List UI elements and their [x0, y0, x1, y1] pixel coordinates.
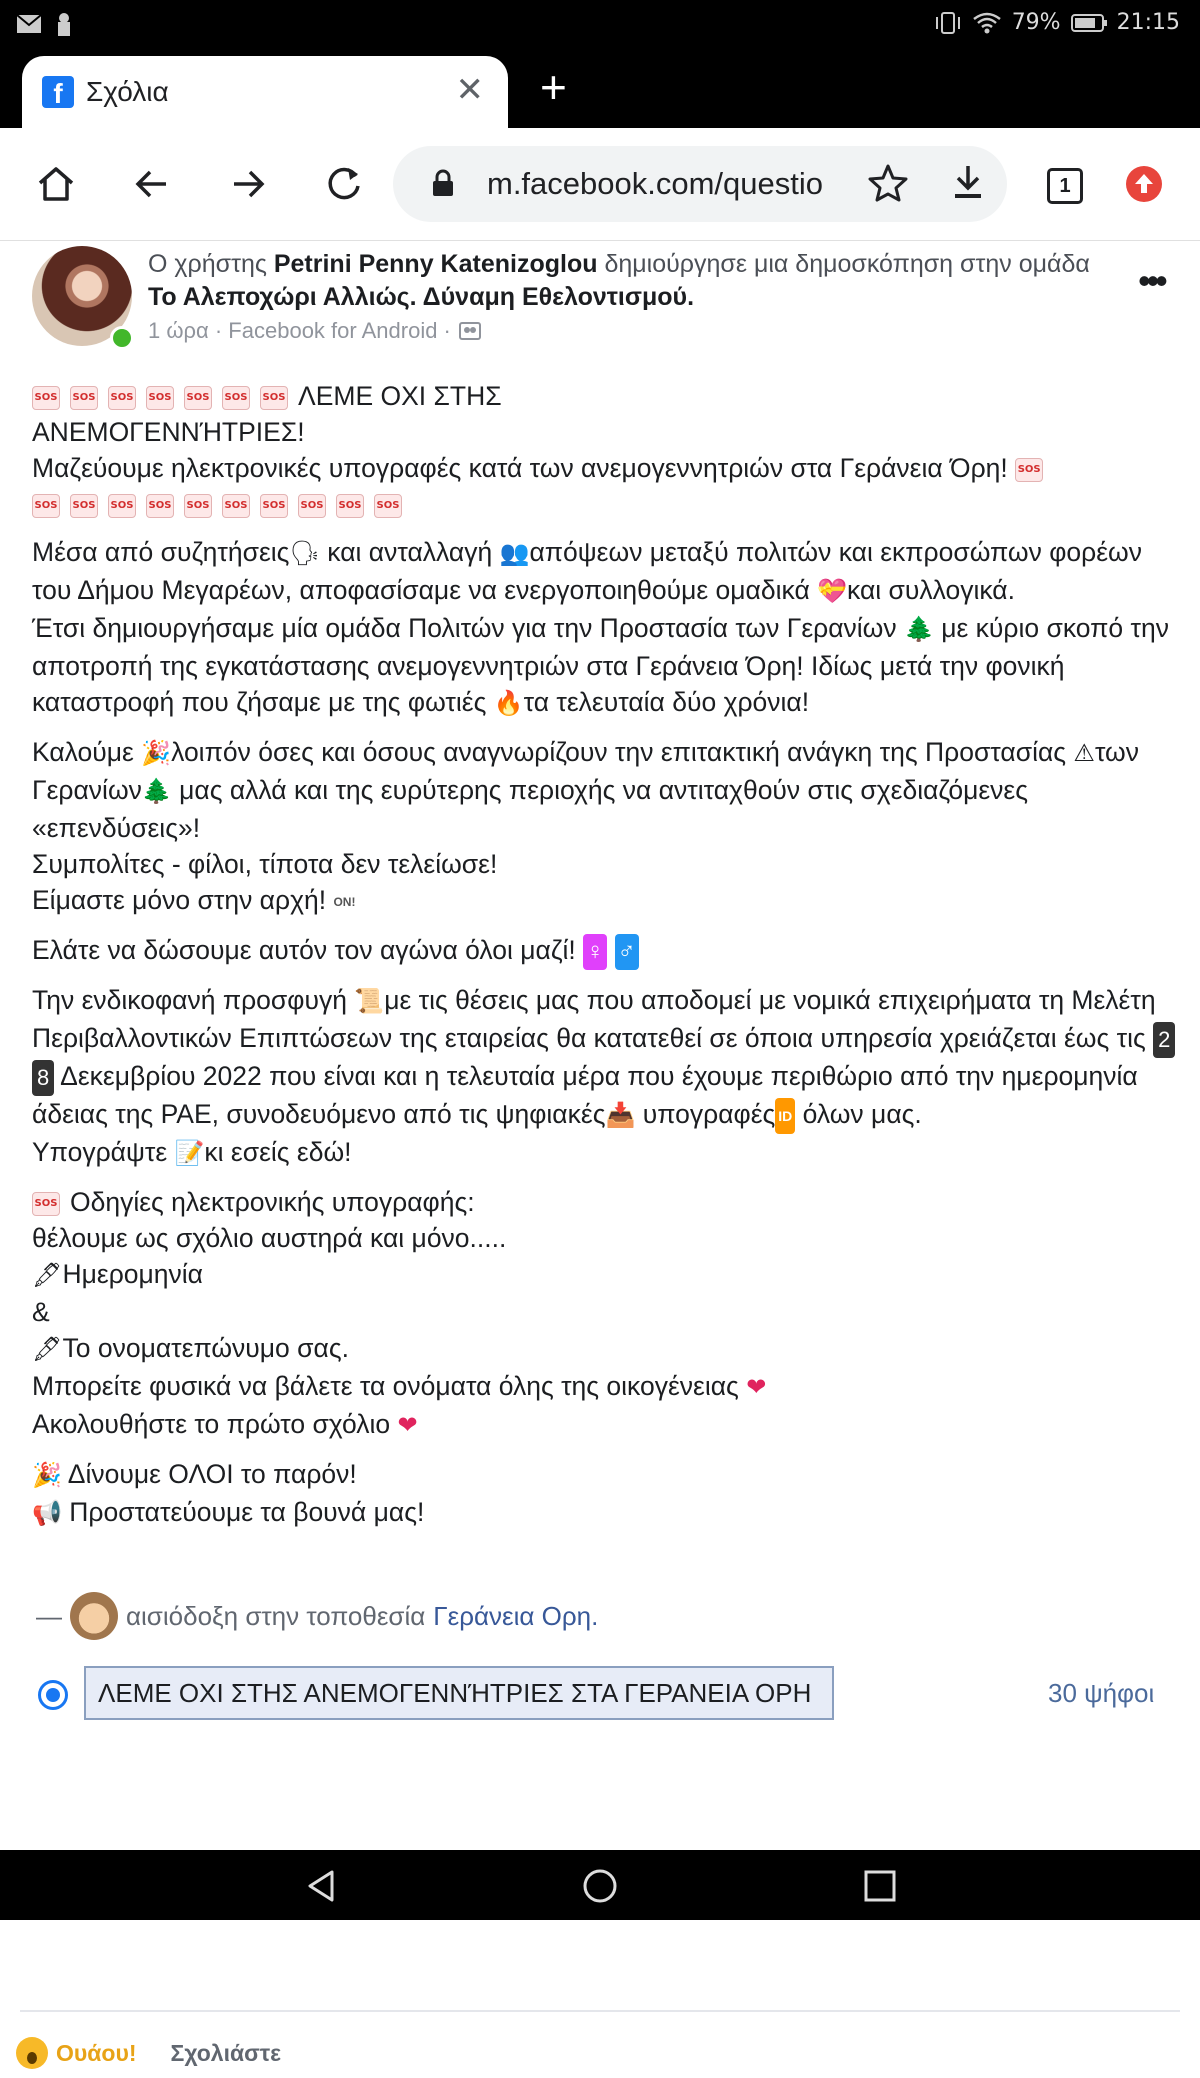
lock-icon[interactable] — [431, 168, 455, 198]
post-meta-text: 1 ώρα · Facebook for Android · — [148, 318, 451, 343]
pen-icon: 🖋 — [32, 1336, 63, 1363]
paragraph-6 — [32, 1184, 1182, 1444]
wow-reaction[interactable] — [16, 2037, 137, 2069]
text: Μαζεύουμε ηλεκτρονικές υπογραφές κατά των ανεμογεννητριών στα Γεράνεια Όρη! — [32, 453, 1008, 483]
text: μας αλλά και της ευρύτερης περιοχής να αντιταχθούν στις σχεδιαζόμενες «επενδύσεις»! — [32, 775, 1028, 843]
memo-icon: 📝 — [174, 1140, 205, 1167]
back-icon[interactable] — [126, 158, 178, 210]
paragraph-7 — [32, 1456, 1182, 1532]
wifi-icon — [972, 11, 1002, 35]
text: Την ενδικοφανή προσφυγή — [32, 985, 355, 1015]
digit-two-icon: 2 — [1153, 1022, 1175, 1058]
sos-emoji: SOS — [70, 494, 98, 518]
paragraph-3 — [32, 734, 1182, 920]
group-name[interactable]: Το Αλεποχώρι Αλλιώς. Δύναμη Εθελοντισμού. — [148, 283, 695, 311]
scroll-icon: 📜 — [354, 988, 385, 1015]
paragraph-5 — [32, 982, 1182, 1172]
feeling-text: αισιόδοξη στην τοποθεσία — [126, 1600, 426, 1631]
paragraph-2 — [32, 534, 1182, 722]
text: με τις θέσεις μας που αποδομεί με νομικά επιχειρήματα τη Μελέτη Περιβαλλοντικών Επιπτώσεων της εταιρείας θα κατατεθεί σε όποια υπηρεσία χρειάζεται έως τις — [32, 985, 1156, 1053]
female-sign-icon: ♀ — [583, 934, 607, 970]
feeling-avatar — [70, 1592, 118, 1640]
more-icon[interactable]: ••• — [1138, 260, 1164, 301]
text: Ημερομηνία — [62, 1259, 203, 1289]
home-icon[interactable] — [30, 158, 82, 210]
text: Ελάτε να δώσουμε αυτόν τον αγώνα όλοι μαζί! — [32, 935, 584, 965]
text: Μέσα από συζητήσεις — [32, 537, 290, 567]
sos-emoji: SOS — [146, 386, 174, 410]
heart-icon: ❤ — [397, 1412, 418, 1439]
text: Το ονοματεπώνυμο σας. — [62, 1333, 349, 1363]
pen-icon: 🖋 — [32, 1262, 63, 1289]
id-badge-icon: ID — [775, 1098, 795, 1134]
text: τα τελευταία δύο χρόνια! — [523, 687, 810, 717]
sos-emoji: SOS — [184, 494, 212, 518]
speaking-head-icon: 🗣 — [289, 540, 320, 567]
clock: 21:15 — [1116, 10, 1180, 35]
on-label: ON! — [333, 895, 356, 909]
sos-emoji: SOS — [336, 494, 364, 518]
heart-gift-icon: 💝 — [817, 578, 848, 605]
text: θέλουμε ως σχόλιο αυστηρά και μόνο..... — [32, 1223, 507, 1253]
text: των Γερανίων — [32, 737, 1139, 805]
sos-emoji: SOS — [374, 494, 402, 518]
tab-switcher-icon[interactable]: 1 — [1047, 168, 1083, 204]
header-prefix: Ο χρήστης — [148, 250, 274, 278]
tab-title: Σχόλια — [86, 76, 169, 107]
browser-tab[interactable] — [22, 56, 508, 128]
text: Έτσι δημιουργήσαμε μία ομάδα Πολιτών για την Προστασία των Γερανίων — [32, 613, 904, 643]
sos-emoji: SOS — [32, 1192, 60, 1216]
poll-option[interactable] — [38, 1666, 1168, 1726]
heart-icon: ❤ — [746, 1374, 767, 1401]
warning-icon: ⚠ — [1073, 740, 1095, 767]
sos-emoji: SOS — [222, 494, 250, 518]
address-bar[interactable] — [393, 146, 1007, 222]
text: Καλούμε — [32, 737, 142, 767]
feeling-dash: — — [36, 1600, 62, 1631]
update-icon[interactable] — [1126, 166, 1162, 202]
tab-strip — [0, 50, 1200, 128]
post-meta — [148, 318, 481, 344]
text: Συμπολίτες - φίλοι, τίποτα δεν τελείωσε! — [32, 849, 498, 879]
forward-icon[interactable] — [222, 158, 274, 210]
header-middle: δημιούργησε μια δημοσκόπηση στην ομάδα — [597, 250, 1090, 278]
paragraph-4 — [32, 932, 1182, 970]
feeling-location — [36, 1592, 598, 1640]
comment-button[interactable]: Σχολιάστε — [170, 2039, 282, 2066]
party-popper-icon: 🎉 — [141, 740, 172, 767]
post-header — [148, 248, 1098, 314]
download-icon[interactable] — [947, 162, 989, 204]
megaphone-icon: 📢 — [32, 1500, 62, 1527]
text: λοιπόν όσες και όσους αναγνωρίζουν την επιτακτική ανάγκη της Προστασίας — [171, 737, 1074, 767]
text: Δίνουμε ΟΛΟΙ το παρόν! — [61, 1459, 357, 1489]
text: και συλλογικά. — [847, 575, 1015, 605]
sos-emoji: SOS — [108, 494, 136, 518]
tree-icon: 🌲 — [141, 778, 172, 805]
vibrate-icon — [934, 11, 962, 35]
plus-icon[interactable]: + — [540, 61, 567, 113]
nav-recents-icon[interactable] — [860, 1866, 900, 1906]
mail-icon — [16, 14, 42, 34]
divider — [20, 2010, 1180, 2012]
sos-emoji: SOS — [70, 386, 98, 410]
status-bar — [0, 0, 1200, 50]
inbox-tray-icon: 📥 — [605, 1102, 636, 1129]
party-popper-icon: 🎉 — [32, 1462, 62, 1489]
text: όλων μας. — [795, 1099, 922, 1129]
text: ΑΝΕΜΟΓΕΝΝΉΤΡΙΕΣ! — [32, 417, 305, 447]
on-arrow-icon — [333, 884, 355, 920]
sos-emoji: SOS — [1015, 458, 1043, 482]
text: Προστατεύουμε τα βουνά μας! — [61, 1497, 425, 1527]
text: & — [32, 1297, 50, 1327]
battery-icon — [1071, 13, 1107, 33]
text: Υπογράψτε — [32, 1137, 175, 1167]
text: και ανταλλαγή — [319, 537, 500, 567]
online-indicator — [110, 326, 134, 350]
sos-emoji: SOS — [260, 386, 288, 410]
nav-back-icon[interactable] — [302, 1866, 342, 1906]
post-actions — [16, 2028, 1176, 2078]
facebook-favicon: f — [42, 76, 74, 108]
poll-option-label[interactable]: ΛΕΜΕ ΟΧΙ ΣΤΗΣ ΑΝΕΜΟΓΕΝΝΉΤΡΙΕΣ ΣΤΑ ΓΕΡΑΝΕΙΑ ΟΡΗ — [84, 1666, 834, 1720]
sos-emoji: SOS — [32, 494, 60, 518]
male-sign-icon: ♂ — [615, 934, 639, 970]
text: υπογραφές — [642, 1099, 776, 1129]
sos-emoji: SOS — [260, 494, 288, 518]
digit-eight-icon: 8 — [32, 1060, 54, 1096]
poll-votes[interactable]: 30 ψήφοι — [1048, 1678, 1155, 1708]
sos-emoji: SOS — [222, 386, 250, 410]
url-text[interactable]: m.facebook.com/questio — [487, 166, 824, 201]
battery-percent: 79% — [1011, 10, 1061, 35]
paragraph-1 — [32, 378, 1182, 522]
nav-home-icon[interactable] — [580, 1866, 620, 1906]
text: Είμαστε μόνο στην αρχή! — [32, 885, 334, 915]
sos-emoji: SOS — [108, 386, 136, 410]
sos-emoji: SOS — [146, 494, 174, 518]
text: απόψεων μεταξύ πολιτών και εκπροσώπων φορέων του Δήμου Μεγαρέων, αποφασίσαμε να ενεργοποιηθούμε ομαδικά — [32, 537, 1142, 605]
people-icon: 👥 — [499, 540, 530, 567]
location-link[interactable]: Γεράνεια Ορη. — [433, 1600, 599, 1631]
radio-icon[interactable] — [38, 1680, 68, 1710]
sos-emoji: SOS — [32, 386, 60, 410]
reload-icon[interactable] — [318, 158, 370, 210]
system-nav-bar — [0, 1850, 1200, 1920]
lock-status-icon — [54, 12, 74, 36]
tree-icon: 🌲 — [903, 616, 934, 643]
browser-toolbar — [0, 128, 1200, 241]
text: Οδηγίες ηλεκτρονικής υπογραφής: — [70, 1187, 475, 1217]
author-name[interactable]: Petrini Penny Katenizoglou — [273, 250, 598, 278]
wow-reaction-icon — [16, 2037, 48, 2069]
text: Μπορείτε φυσικά να βάλετε τα ονόματα όλης της οικογένειας — [32, 1371, 747, 1401]
post-body — [32, 378, 1182, 1544]
fire-icon: 🔥 — [493, 690, 524, 717]
text: Ακολουθήστε το πρώτο σχόλιο — [32, 1409, 398, 1439]
text: κι εσείς εδώ! — [204, 1137, 352, 1167]
text: ΛΕΜΕ ΟΧΙ ΣΤΗΣ — [298, 381, 502, 411]
group-icon — [459, 322, 481, 340]
close-icon[interactable]: ✕ — [455, 71, 484, 109]
text: με κύριο σκοπό την αποτροπή της εγκατάστασης ανεμογεννητριών στα Γεράνεια Όρη! Ιδίως μετά την φονική καταστροφή που ζήσαμε με της φωτιές — [32, 613, 1169, 717]
star-icon[interactable] — [867, 162, 909, 204]
sos-emoji: SOS — [298, 494, 326, 518]
wow-label: Ουάου! — [56, 2039, 137, 2066]
text: Δεκεμβρίου 2022 που είναι και η τελευταία μέρα που έχουμε περιθώριο από την ημερομηνία άδειας της ΡΑΕ, συνοδευόμενο από τις ψηφιακές — [32, 1061, 1138, 1129]
sos-emoji: SOS — [184, 386, 212, 410]
